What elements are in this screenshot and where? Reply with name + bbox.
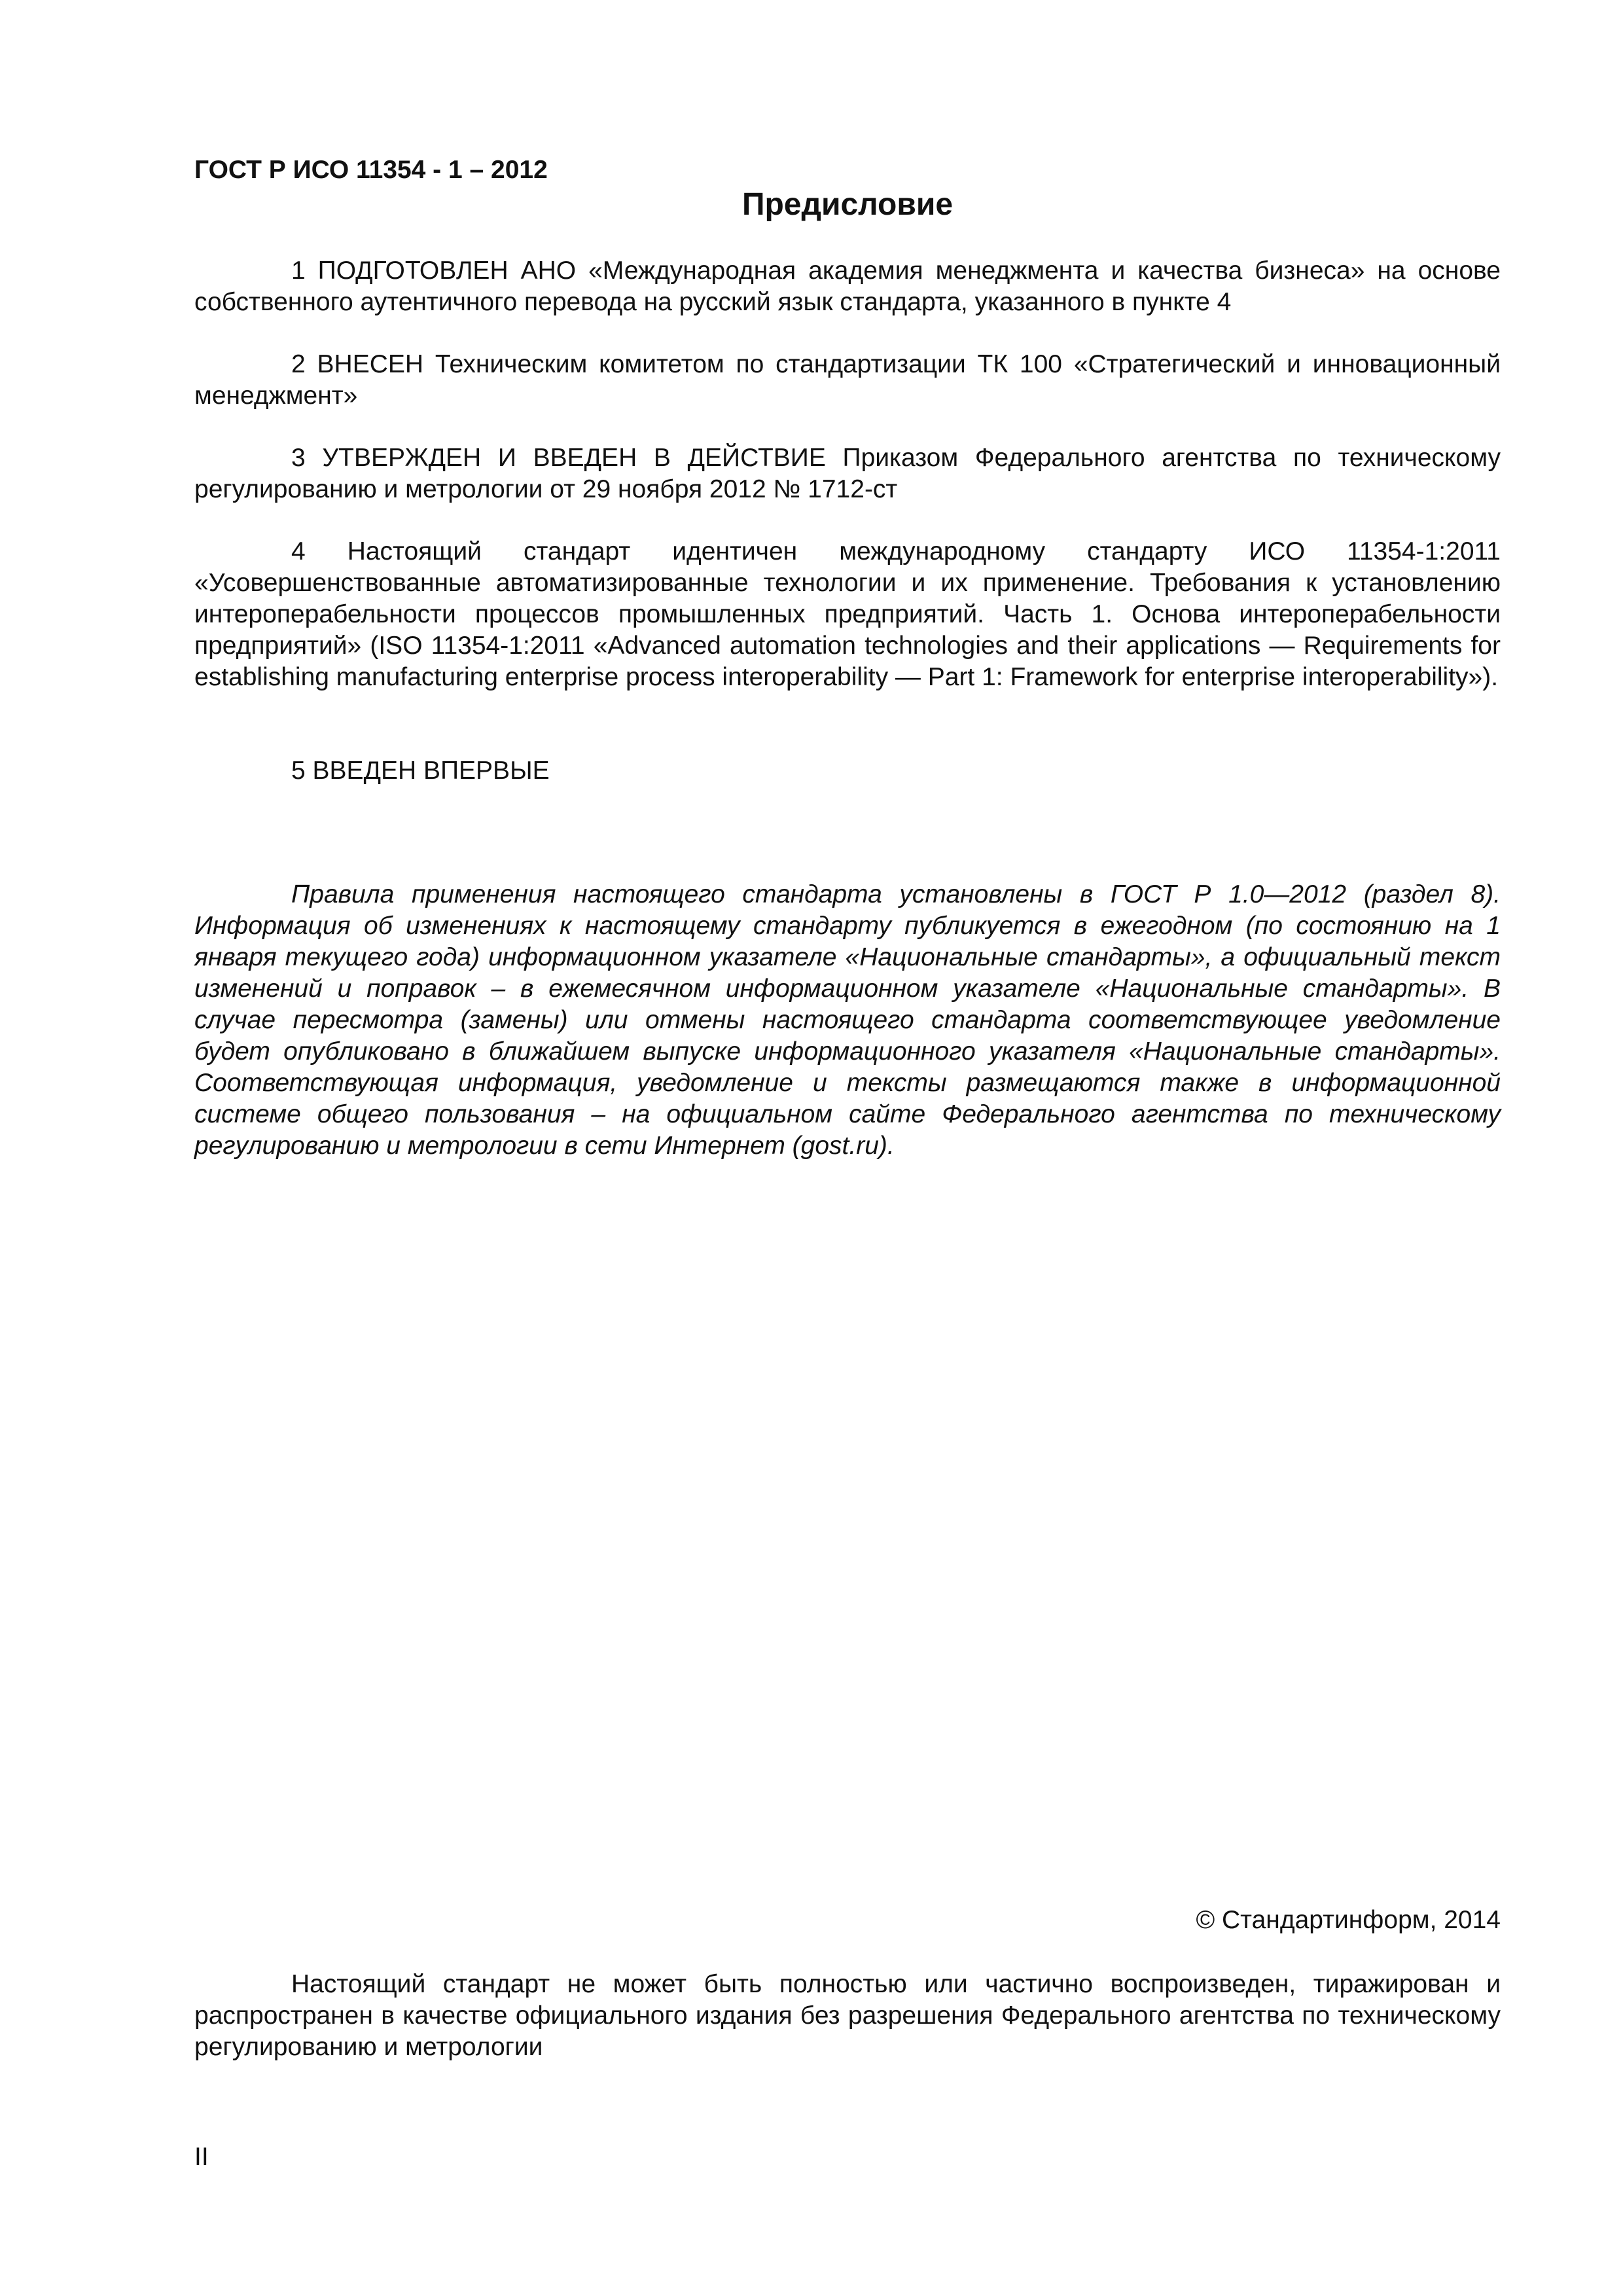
foreword-item-3: 3 УТВЕРЖДЕН И ВВЕДЕН В ДЕЙСТВИЕ Приказом Федерального агентства по техническому регулированию и метрологии от 29 ноября 2012 № 1712-ст [194,444,1501,503]
foreword-item-1: 1 ПОДГОТОВЛЕН АНО «Международная академия менеджмента и качества бизнеса» на основе собственного аутентичного перевода на русский язык стандарта, указанного в пункте 4 [194,257,1501,316]
document-code: ГОСТ Р ИСО 11354 - 1 – 2012 [194,156,548,184]
copyright: © Стандартинформ, 2014 [1196,1906,1501,1934]
page-title: Предисловие [741,187,954,222]
rules-notice: Правила применения настоящего стандарта установлены в ГОСТ Р 1.0—2012 (раздел 8). Информация об изменениях к настоящему стандарту публикуется в ежегодном (по состоянию на 1 января текущего года) информационном указателе «Национальные стандарты», а официальный текст изменений и поправок – в ежемесячном информационном указателе «Национальные стандарты». В случае пересмотра (замены) или отмены настоящего стандарта соответствующее уведомление будет опубликовано в ближайшем выпуске информационного указателя «Национальные стандарты». Соответствующая информация, уведомление и тексты размещаются также в информационной системе общего пользования – на официальном сайте Федерального агентства по техническому регулированию и метрологии в сети Интернет (gost.ru). [194,880,1501,1160]
foreword-item-2: 2 ВНЕСЕН Техническим комитетом по стандартизации ТК 100 «Стратегический и инновационный менеджмент» [194,350,1501,410]
reproduction-notice: Настоящий стандарт не может быть полностью или частично воспроизведен, тиражирован и распространен в качестве официального издания без разрешения Федерального агентства по техническому регулированию и метрологии [194,1970,1501,2061]
foreword-item-5: 5 ВВЕДЕН ВПЕРВЫЕ [291,757,550,785]
page-number: II [194,2143,209,2171]
foreword-item-4: 4 Настоящий стандарт идентичен международному стандарту ИСО 11354-1:2011 «Усовершенствованные автоматизированные технологии и их применение. Требования к установлению интероперабельности процессов промышленных предприятий. Часть 1. Основа интероперабельности предприятий» (ISO 11354-1:2011 «Advanced automation technologies and their applications — Requirements for establishing manufacturing enterprise process interoperability — Part 1: Framework for enterprise interoperability»). [194,537,1501,691]
